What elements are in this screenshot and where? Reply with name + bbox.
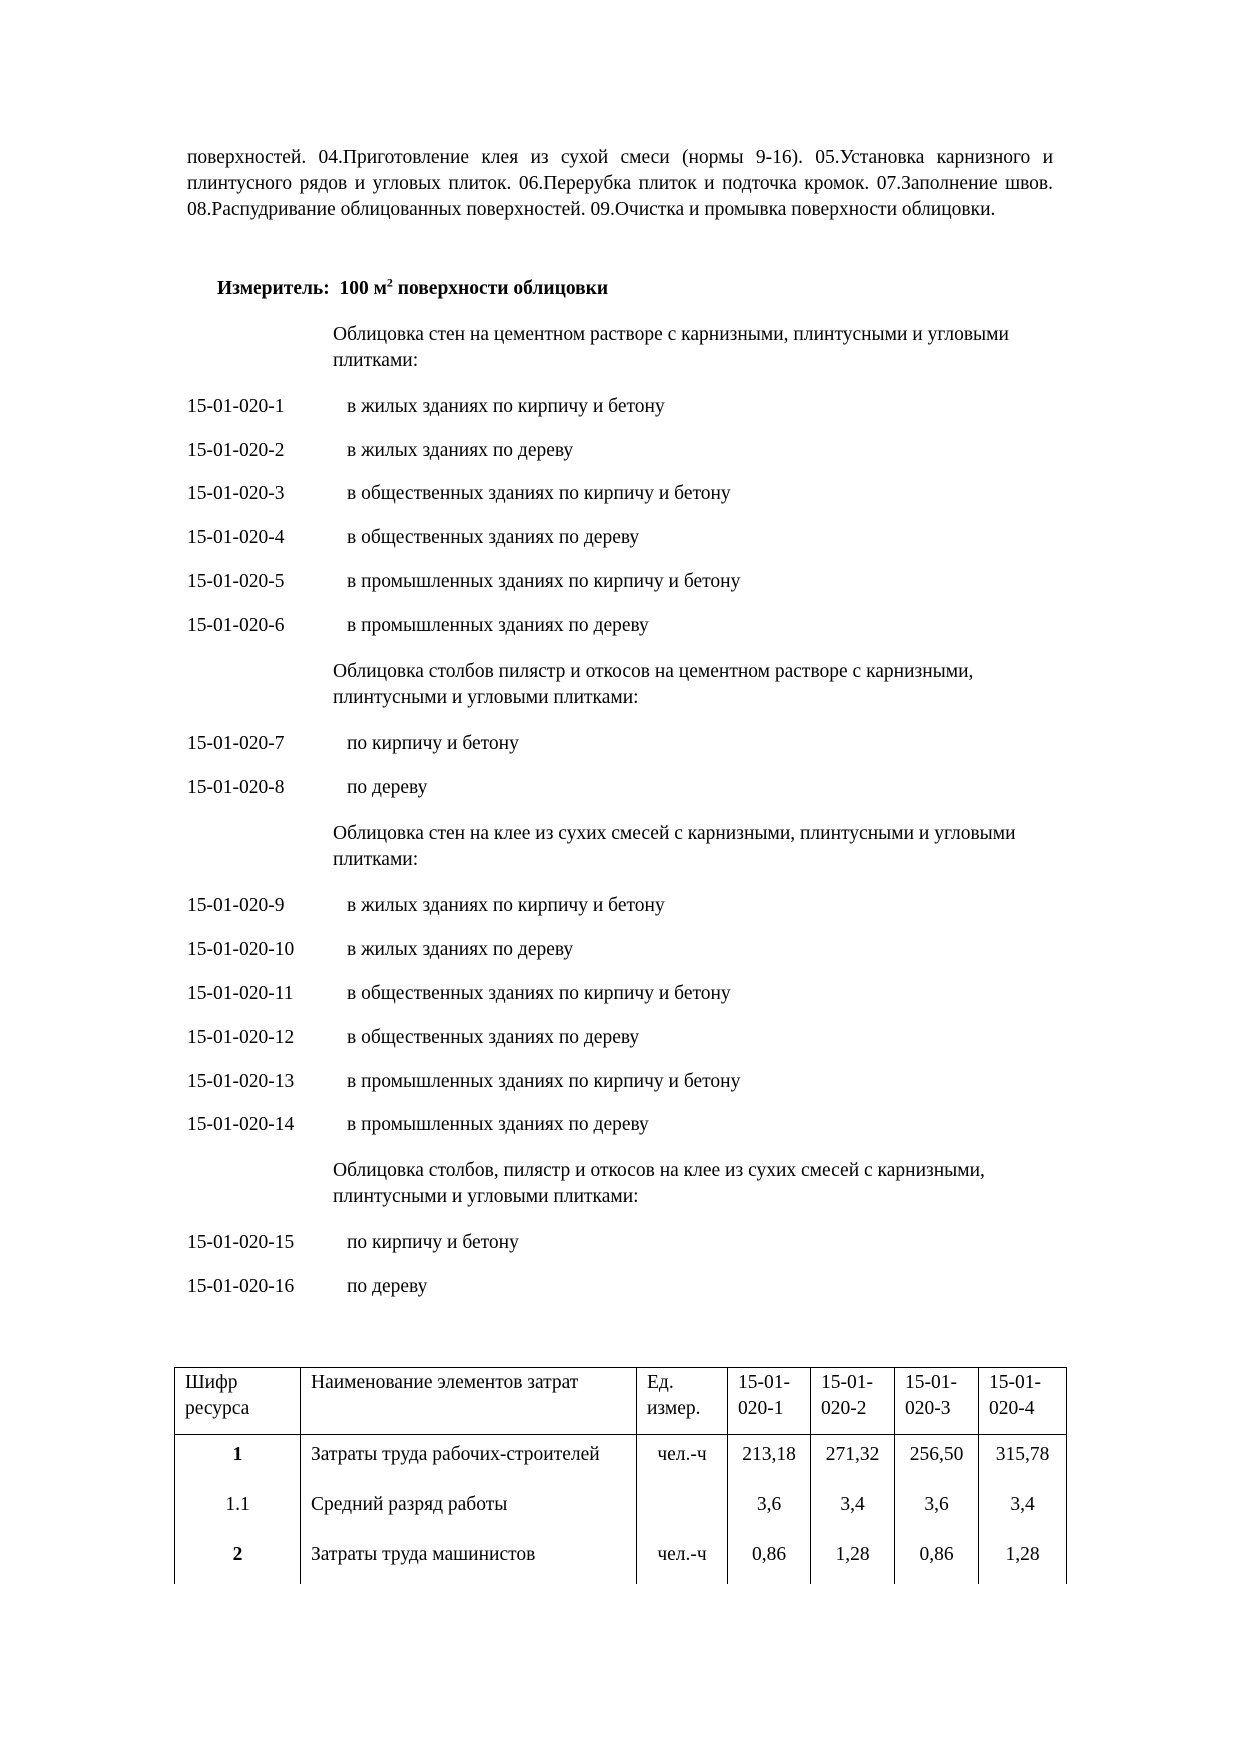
item-code: 15-01-020-2 <box>187 440 285 461</box>
item-code: 15-01-020-5 <box>187 571 285 592</box>
item-code: 15-01-020-4 <box>187 527 285 548</box>
item-code: 15-01-020-6 <box>187 615 285 636</box>
cell-unit <box>637 1485 728 1535</box>
item-desc: в жилых зданиях по кирпичу и бетону <box>347 895 665 916</box>
item-code: 15-01-020-9 <box>187 895 285 916</box>
item-desc: в жилых зданиях по дереву <box>347 440 574 461</box>
item-code: 15-01-020-12 <box>187 1027 295 1048</box>
cell-value: 0,86 <box>895 1535 979 1584</box>
cell-value: 1,28 <box>811 1535 895 1584</box>
measure-label: Измеритель: <box>217 278 330 299</box>
intro-paragraph: поверхностей. 04.Приготовление клея из сухой смеси (нормы 9-16). 05.Установка карнизного и плинтусного рядов и угловых плиток. 06.Перерубка плиток и подточка кромок. 07.Заполнение швов. 08.Распудривание облицованных поверхностей. 09.Очистка и промывка поверхности облицовки. <box>187 147 1053 220</box>
item-code: 15-01-020-13 <box>187 1071 295 1092</box>
item-code: 15-01-020-14 <box>187 1114 295 1135</box>
cell-unit: чел.-ч <box>637 1435 728 1486</box>
cell-code: 1.1 <box>175 1485 301 1535</box>
item-code: 15-01-020-3 <box>187 483 285 504</box>
item-code: 15-01-020-8 <box>187 777 285 798</box>
item-desc: в промышленных зданиях по дереву <box>347 615 649 636</box>
cell-name: Затраты труда рабочих-строителей <box>301 1435 637 1486</box>
table-row <box>175 1485 1067 1535</box>
group-title-3: Облицовка стен на клее из сухих смесей с карнизными, плинтусными и угловыми плитками: <box>333 823 1016 870</box>
item-code: 15-01-020-16 <box>187 1276 295 1297</box>
cell-value: 3,6 <box>728 1485 811 1535</box>
cell-value: 315,78 <box>979 1435 1067 1486</box>
cell-value: 3,6 <box>895 1485 979 1535</box>
cell-name: Затраты труда машинистов <box>301 1535 637 1584</box>
item-desc: в общественных зданиях по кирпичу и бетону <box>347 983 731 1004</box>
item-desc: по кирпичу и бетону <box>347 1232 519 1253</box>
header-col-1: 15-01-020-1 <box>728 1368 811 1435</box>
measure-sup: 2 <box>386 275 393 290</box>
table-header-row <box>175 1368 1067 1435</box>
cell-value: 1,28 <box>979 1535 1067 1584</box>
cell-code: 1 <box>175 1435 301 1486</box>
item-code: 15-01-020-1 <box>187 396 285 417</box>
header-col-2: 15-01-020-2 <box>811 1368 895 1435</box>
cell-value: 3,4 <box>979 1485 1067 1535</box>
group-title-2: Облицовка столбов пилястр и откосов на цементном растворе с карнизными, плинтусными и угловыми плитками: <box>333 661 974 708</box>
item-desc: по кирпичу и бетону <box>347 733 519 754</box>
measure-line <box>217 276 608 302</box>
cell-code: 2 <box>175 1535 301 1584</box>
cell-unit: чел.-ч <box>637 1535 728 1584</box>
header-col-4: 15-01-020-4 <box>979 1368 1067 1435</box>
group-title-1: Облицовка стен на цементном растворе с карнизными, плинтусными и угловыми плитками: <box>333 324 1009 371</box>
item-desc: в промышленных зданиях по дереву <box>347 1114 649 1135</box>
item-desc: по дереву <box>347 777 428 798</box>
cell-name: Средний разряд работы <box>301 1485 637 1535</box>
measure-rest: поверхности облицовки <box>397 278 609 299</box>
item-code: 15-01-020-7 <box>187 733 285 754</box>
cell-value: 256,50 <box>895 1435 979 1486</box>
measure-value: 100 м <box>339 278 387 299</box>
item-code: 15-01-020-10 <box>187 939 295 960</box>
table-row <box>175 1435 1067 1486</box>
header-col-3: 15-01-020-3 <box>895 1368 979 1435</box>
item-desc: в общественных зданиях по дереву <box>347 1027 640 1048</box>
cell-value: 271,32 <box>811 1435 895 1486</box>
item-desc: в жилых зданиях по дереву <box>347 939 574 960</box>
header-name: Наименование элементов затрат <box>301 1368 637 1435</box>
cell-value: 0,86 <box>728 1535 811 1584</box>
item-code: 15-01-020-11 <box>187 983 294 1004</box>
group-title-4: Облицовка столбов, пилястр и откосов на клее из сухих смесей с карнизными, плинтусными и угловыми плитками: <box>333 1160 985 1207</box>
item-desc: в общественных зданиях по кирпичу и бетону <box>347 483 731 504</box>
item-desc: по дереву <box>347 1276 428 1297</box>
item-desc: в жилых зданиях по кирпичу и бетону <box>347 396 665 417</box>
cell-value: 3,4 <box>811 1485 895 1535</box>
header-unit: Ед. измер. <box>637 1368 728 1435</box>
table-row <box>175 1535 1067 1584</box>
item-code: 15-01-020-15 <box>187 1232 295 1253</box>
resource-table <box>174 1367 1067 1584</box>
cell-value: 213,18 <box>728 1435 811 1486</box>
item-desc: в общественных зданиях по дереву <box>347 527 640 548</box>
header-code: Шифр ресурса <box>175 1368 301 1435</box>
item-desc: в промышленных зданиях по кирпичу и бетону <box>347 571 741 592</box>
item-desc: в промышленных зданиях по кирпичу и бетону <box>347 1071 741 1092</box>
